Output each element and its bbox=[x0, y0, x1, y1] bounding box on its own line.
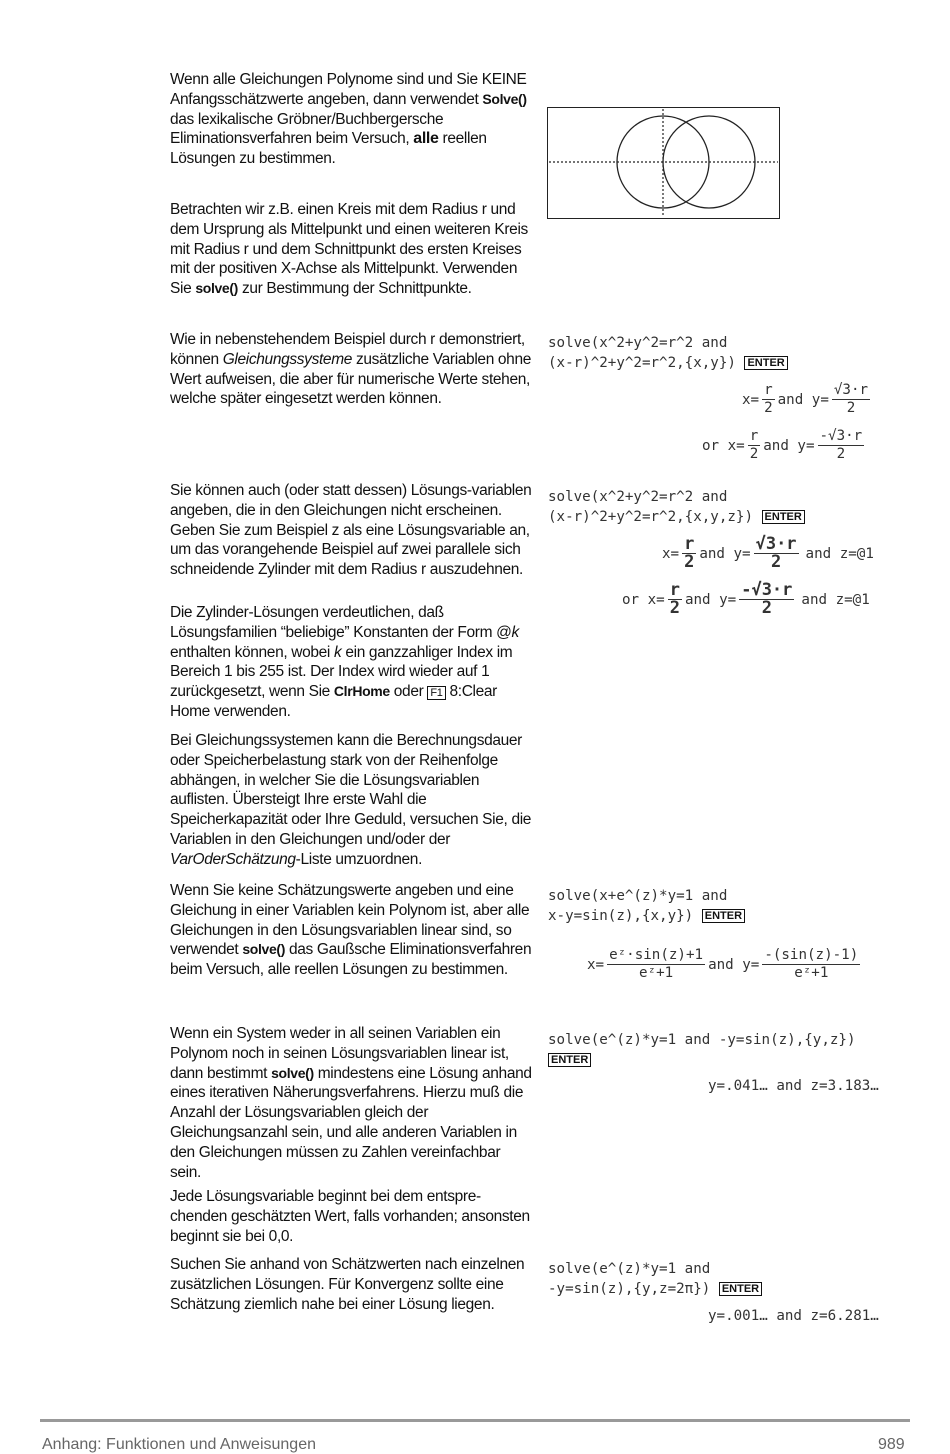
example5-result: y=.001… and z=6.281… bbox=[708, 1308, 879, 1324]
solve-keyword: solve() bbox=[271, 1064, 314, 1081]
page-number: 989 bbox=[878, 1436, 905, 1453]
enter-key: ENTER bbox=[548, 1053, 591, 1067]
example4-input: solve(e^(z)*y=1 and -y=sin(z),{y,z}) ENTER bbox=[548, 1032, 856, 1066]
enter-key: ENTER bbox=[762, 510, 805, 524]
enter-key: ENTER bbox=[719, 1282, 762, 1296]
footer-rule bbox=[40, 1419, 910, 1422]
example2-result-2: or x= $\frac{r}{2}$ and y= $\frac{-√3\cdot r}{2}$ and z=@1 bbox=[622, 580, 870, 618]
example3-input: solve(x+e^(z)*y=1 and x-y=sin(z),{x,y}) ENTER bbox=[548, 886, 745, 926]
paragraph-order: Bei Gleichungssystemen kann die Berechnungsdauer oder Speicherbelastung stark von der Reihenfolge abhängen, in welcher Sie die Lösungsvariablen auflisten. Übersteigt Ihre erste Wahl die Speicherkapazität oder Ihre Geduld, versuchen Sie, die Variablen in den Gleichungen und/oder der VarOderSchätzung-Liste umzuordnen. bbox=[170, 732, 532, 868]
paragraph-constants: Die Zylinder-Lösungen verdeutlichen, daß Lösungsfamilien “beliebige” Konstanten der Form @k enthalten können, wobei k ein ganzzahliger Index im Bereich 1 bis 255 ist. Der Index wird wieder auf 1 zurückgesetzt, wenn Sie ClrHome oder F1 8:Clear Home verwenden. bbox=[170, 604, 519, 720]
paragraph-circle-example: Betrachten wir z.B. einen Kreis mit dem Radius r und dem Ursprung als Mittelpunkt und einen weiteren Kreis mit Radius r und dem Schnittpunkt des ersten Kreises mit der positiven X-Achse als Mittelpunkt. Verwenden Sie solve() zur Bestimmung der Schnittpunkte. bbox=[170, 201, 528, 298]
example5-input: solve(e^(z)*y=1 and -y=sin(z),{y,z=2π}) ENTER bbox=[548, 1259, 762, 1299]
example2-input: solve(x^2+y^2=r^2 and (x-r)^2+y^2=r^2,{x,y,z}) ENTER bbox=[548, 487, 805, 527]
enter-key: ENTER bbox=[744, 356, 787, 370]
example4-result: y=.041… and z=3.183… bbox=[708, 1078, 879, 1094]
footer-section-title: Anhang: Funktionen und Anweisungen bbox=[42, 1436, 316, 1453]
example1-result-2: or x= $\frac{r}{2}$ and y= $\frac{-√3\cdot r}{2}$ bbox=[702, 428, 863, 462]
example1-result-1: x= $\frac{r}{2}$ and y= $\frac{√3\cdot r}{2}$ bbox=[742, 382, 869, 416]
solve-keyword: solve() bbox=[242, 941, 286, 958]
paragraph-guesses: Suchen Sie anhand von Schätzwerten nach einzelnen zusätzlichen Lösungen. Für Konvergenz sollte eine Schätzung ziemlich nahe bei einer Lösung liegen. bbox=[170, 1256, 525, 1313]
clrhome-keyword: ClrHome bbox=[333, 683, 390, 700]
circle-graph-screen bbox=[547, 107, 780, 219]
paragraph-gauss: Wenn Sie keine Schätzungswerte angeben und eine Gleichung in einer Variablen kein Polynom ist, aber alle Gleichungen in den Lösungsvariablen linear sind, so verwendet solve() das Gaußsche Eliminationsverfahren beim Versuch, alle reellen Lösungen zu bestimmen. bbox=[170, 882, 532, 979]
solve-keyword: Solve() bbox=[482, 90, 527, 107]
solve-keyword: solve() bbox=[195, 280, 238, 297]
paragraph-start-values: Jede Lösungsvariable beginnt bei dem entspre-chenden geschätzten Wert, falls vorhanden; ansonsten beginnt sie bei 0,0. bbox=[170, 1188, 530, 1245]
emphasis-alle: alle bbox=[413, 130, 439, 148]
example3-result: x= $\frac{\text{eᶻ·sin(z)+1}}{\text{eᶻ+1}}$ and y= $\frac{-(\sin(z)-1)}{\text{eᶻ+1}}$ bbox=[587, 947, 859, 981]
paragraph-solve-groebner: Wenn alle Gleichungen Polynome sind und Sie KEINE Anfangsschätzwerte angeben, dann verwendet Solve() das lexikalische Gröbner/Buchbergersche Eliminationsverfahren beim Versuch, alle reellen Lösungen zu bestimmen. bbox=[170, 71, 527, 168]
example1-input: solve(x^2+y^2=r^2 and (x-r)^2+y^2=r^2,{x,y}) ENTER bbox=[548, 333, 788, 373]
paragraph-iterative: Wenn ein System weder in all seinen Variablen ein Polynom noch in seinen Lösungsvariablen linear ist, dann bestimmt solve() mindestens eine Lösung anhand eines iterativen Näherungsverfahrens. Hierzu muß die Anzahl der Lösungsvariablen gleich der Gleichungsanzahl sein, und alle anderen Variablen in den Gleichungen müssen zu Zahlen vereinfachbar sein. bbox=[170, 1025, 532, 1181]
f1-key: F1 bbox=[427, 686, 445, 700]
enter-key: ENTER bbox=[702, 909, 745, 923]
paragraph-extra-variables: Wie in nebenstehendem Beispiel durch r demonstriert, können Gleichungssysteme zusätzliche Variablen ohne Wert aufweisen, die aber für numerische Werte stehen, welche später eingesetzt werden können. bbox=[170, 331, 531, 408]
example2-result-1: x= $\frac{r}{2}$ and y= $\frac{√3\cdot r}{2}$ and z=@1 bbox=[662, 534, 874, 572]
paragraph-cylinder: Sie können auch (oder statt dessen) Lösungs-variablen angeben, die in den Gleichungen nicht erscheinen. Geben Sie zum Beispiel z als eine Lösungsvariable an, um das vorangehende Beispiel auf zwei parallele sich schneidende Zylinder mit dem Radius r auszudehnen. bbox=[170, 482, 532, 579]
